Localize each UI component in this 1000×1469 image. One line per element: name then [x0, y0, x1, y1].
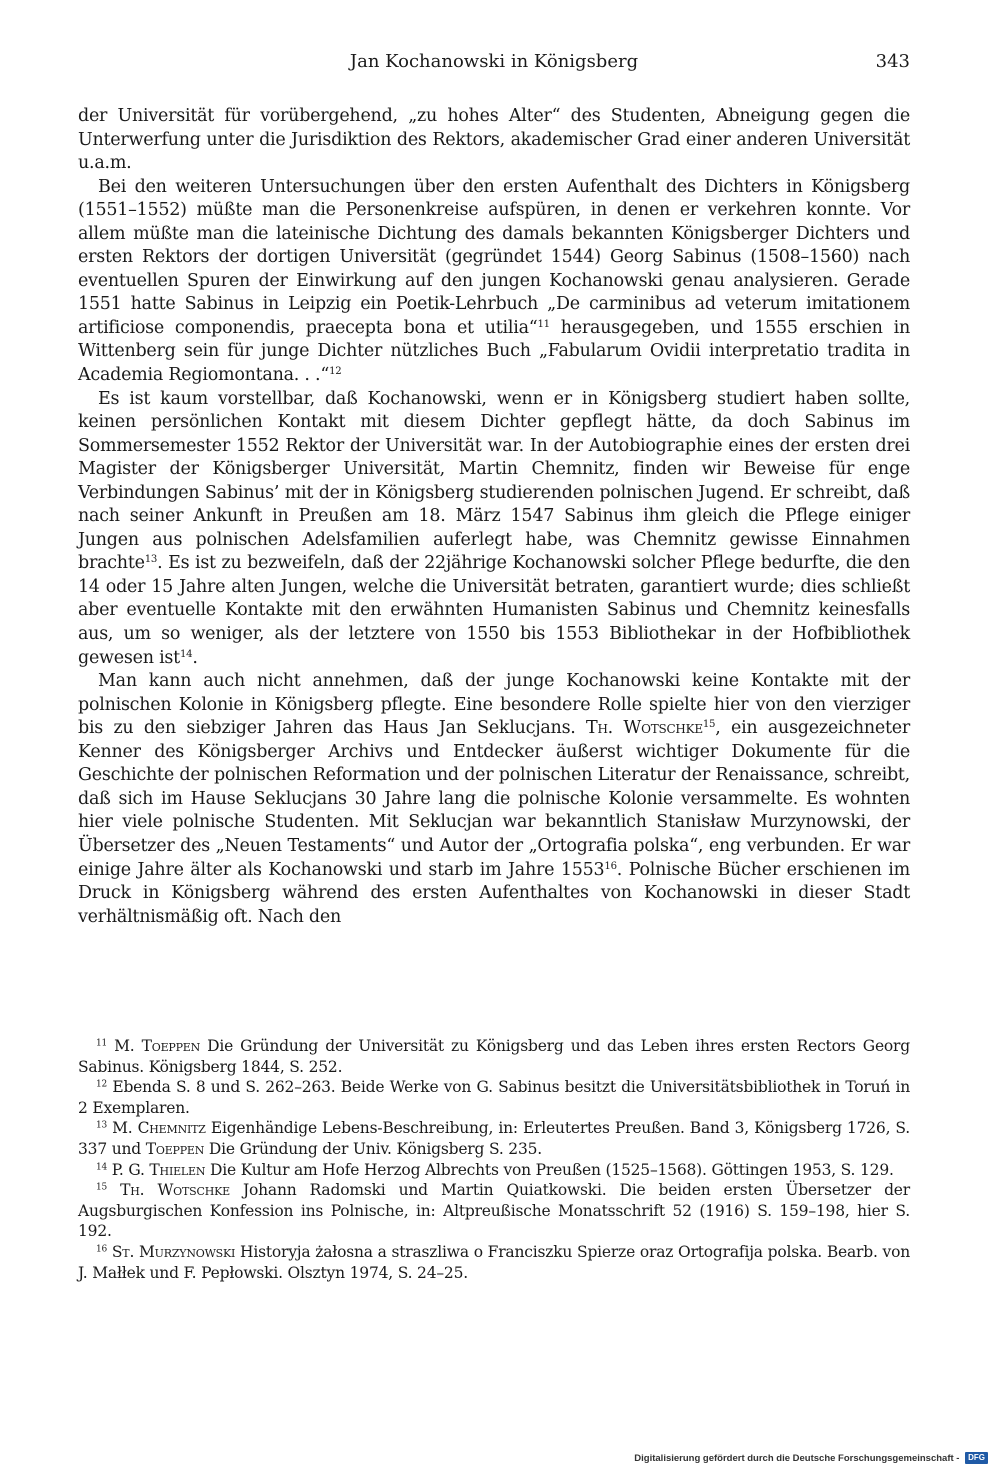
cited-author-name: Th. Wotschke: [586, 718, 703, 739]
footnote-ref-14[interactable]: 14: [179, 648, 193, 660]
footnote-11: [78, 1036, 910, 1077]
footnote-text: Die Gründung der Universität zu Königsberg und das Leben ihres ersten Rectors Georg Sabinus. Königsberg 1844, S. 252.: [78, 1037, 910, 1076]
footnote-number: 16: [96, 1244, 108, 1255]
paragraph-2-text-b: herausgegeben, und 1555 erschien in Wittenberg sein für junge Dichter nützliches Buch „Fabularum Ovidii interpretatio tradita in Academia Regiomontana. . .“: [78, 317, 910, 386]
footnote-text: Historyja żałosna a straszliwa o Franciszku Spierze oraz Ortografija polska. Bearb. von J. Małłek und F. Pepłowski. Olsztyn 1974, S. 24–25.: [78, 1242, 911, 1282]
footnote-number: 13: [96, 1120, 108, 1131]
footnote-text: Ebenda S. 8 und S. 262–263. Beide Werke von G. Sabinus besitzt die Universitätsbibliothek in Toruń in 2 Exemplaren.: [78, 1078, 910, 1117]
footnote-number: 12: [96, 1079, 108, 1090]
dfg-logo-icon: DFG: [965, 1452, 988, 1464]
footnote-ref-11[interactable]: 11: [537, 318, 550, 330]
paragraph-4-text-a: Man kann auch nicht annehmen, daß der junge Kochanowski keine Kontakte mit der polnischen Kolonie in Königsberg pflegte. Eine besondere Rolle spielte hier von den vierziger bis zu den siebziger Jahren das Haus Jan Seklucjans.: [78, 671, 910, 739]
footnote-author: St. Murzynowski: [111, 1242, 236, 1261]
footnote-author: M. Chemnitz: [112, 1119, 206, 1138]
running-title: Jan Kochanowski in Königsberg: [349, 51, 639, 72]
digitization-credit: [634, 1452, 988, 1466]
footnote-text: Johann Radomski und Martin Quiatkowski. Die beiden ersten Übersetzer der Augsburgischen Konfession ins Polnische, in: Altpreußische Monatsschrift 52 (1916) S. 159–198, hier S. 192.: [78, 1181, 910, 1241]
footnote-number: 15: [96, 1182, 108, 1193]
footnote-15: [78, 1180, 910, 1242]
paragraph-3: [78, 388, 910, 671]
footnote-16: [78, 1242, 910, 1283]
footnote-author: Th. Wotschke: [120, 1181, 230, 1200]
footnote-ref-13[interactable]: 13: [144, 554, 158, 566]
paragraph-4-text-b: , ein ausgezeichneter Kenner des Königsberger Archivs und Entdecker äußerst wichtiger Dokumente für die Geschichte der polnischen Reformation und der polnischen Literatur der Renaissance, schreibt, daß sich im Hause Seklucjans 30 Jahre lang die polnische Kolonie versammelte. Es wohnten hier viele polnische Studenten. Mit Seklucjan war bekanntlich Stanisław Murzynowski, der Übersetzer des „Neuen Testaments“ und Autor der „Ortografia polska“, eng verbunden. Er war einige Jahre älter als Kochanowski und starb im Jahre 1553: [78, 718, 910, 880]
paragraph-3-text-c: .: [192, 647, 198, 668]
footnote-text: Die Kultur am Hofe Herzog Albrechts von Preußen (1525–1568). Göttingen 1953, S. 129.: [205, 1160, 894, 1179]
paragraph-1-text: der Universität für vorübergehend, „zu hohes Alter“ des Studenten, Abneigung gegen die Unterwerfung unter die Jurisdiktion des Rektors, akademischer Grad einer anderen Universität u.a.m.: [78, 106, 910, 174]
body-text: [78, 105, 910, 929]
page-number: 343: [875, 51, 910, 72]
footnote-author: P. G. Thielen: [111, 1160, 206, 1179]
footnote-ref-16[interactable]: 16: [604, 860, 617, 872]
footnote-number: 11: [96, 1038, 108, 1049]
footnote-14: [78, 1160, 910, 1181]
footnote-text-2: Die Gründung der Univ. Königsberg S. 235.: [204, 1139, 542, 1158]
footnote-text: Eigenhändige Lebens-Beschreibung, in: Erleutertes Preußen. Band 3, Königsberg 1726, S. 337 und: [78, 1119, 910, 1158]
footnote-ref-15[interactable]: 15: [702, 719, 716, 731]
footnote-author-2: Toeppen: [145, 1139, 205, 1158]
footnote-ref-12[interactable]: 12: [329, 365, 342, 377]
paragraph-2-text-a: Bei den weiteren Untersuchungen über den ersten Aufenthalt des Dichters in Königsberg (1551–1552) müßte man die Personenkreise aufspüren, in denen er verkehren konnte. Vor allem müßte man die lateinische Dichtung des damals bekannten Königsberger Dichters und ersten Rektors der dortigen Universität (gegründet 1544) Georg Sabinus (1508–1560) nach eventuellen Spuren der Einwirkung auf den jungen Kochanowski genau analysieren. Gerade 1551 hatte Sabinus in Leipzig ein Poetik-Lehrbuch „De carminibus ad veterum imitationem artificiose componendis, praecepta bona et utilia“: [78, 176, 910, 338]
credit-text: Digitalisierung gefördert durch die Deutsche Forschungsgemeinschaft -: [634, 1453, 960, 1464]
footnote-author: M. Toeppen: [114, 1037, 201, 1055]
footnote-13: [78, 1118, 910, 1159]
footnote-12: [78, 1077, 910, 1118]
running-head: [78, 48, 910, 76]
paragraph-1: [78, 105, 910, 176]
paragraph-3-text-a: Es ist kaum vorstellbar, daß Kochanowski, wenn er in Königsberg studiert haben sollte, keinen persönlichen Kontakt mit diesem Dichter gepflegt hätte, da doch Sabinus im Sommersemester 1552 Rektor der Universität war. In der Autobiographie eines der ersten drei Magister der Königsberger Universität, Martin Chemnitz, finden wir Beweise für enge Verbindungen Sabinus’ mit der in Königsberg studierenden polnischen Jugend. Er schreibt, daß nach seiner Ankunft in Preußen am 18. März 1547 Sabinus ihm gleich die Pflege einiger Jungen aus polnischen Adelsfamilien auferlegt habe, was Chemnitz gewisse Einnahmen brachte: [78, 388, 910, 574]
footnotes: [78, 1036, 910, 1283]
footnote-number: 14: [96, 1162, 108, 1173]
paragraph-4: [78, 670, 910, 929]
paragraph-2: [78, 176, 910, 388]
paragraph-4-text-c: . Polnische Bücher erschienen im Druck in Königsberg während des ersten Aufenthaltes von Kochanowski in dieser Stadt verhältnismäßig oft. Nach den: [78, 859, 910, 927]
paragraph-3-text-b: . Es ist zu bezweifeln, daß der 22jährige Kochanowski solcher Pflege bedurfte, die den 14 oder 15 Jahre alten Jungen, welche die Universität betraten, garantiert wurde; dies schließt aber eventuelle Kontakte mit den erwähnten Humanisten Sabinus und Chemnitz keinesfalls aus, um so weniger, als der letztere von 1550 bis 1553 Bibliothekar in der Hofbibliothek gewesen ist: [78, 553, 910, 668]
